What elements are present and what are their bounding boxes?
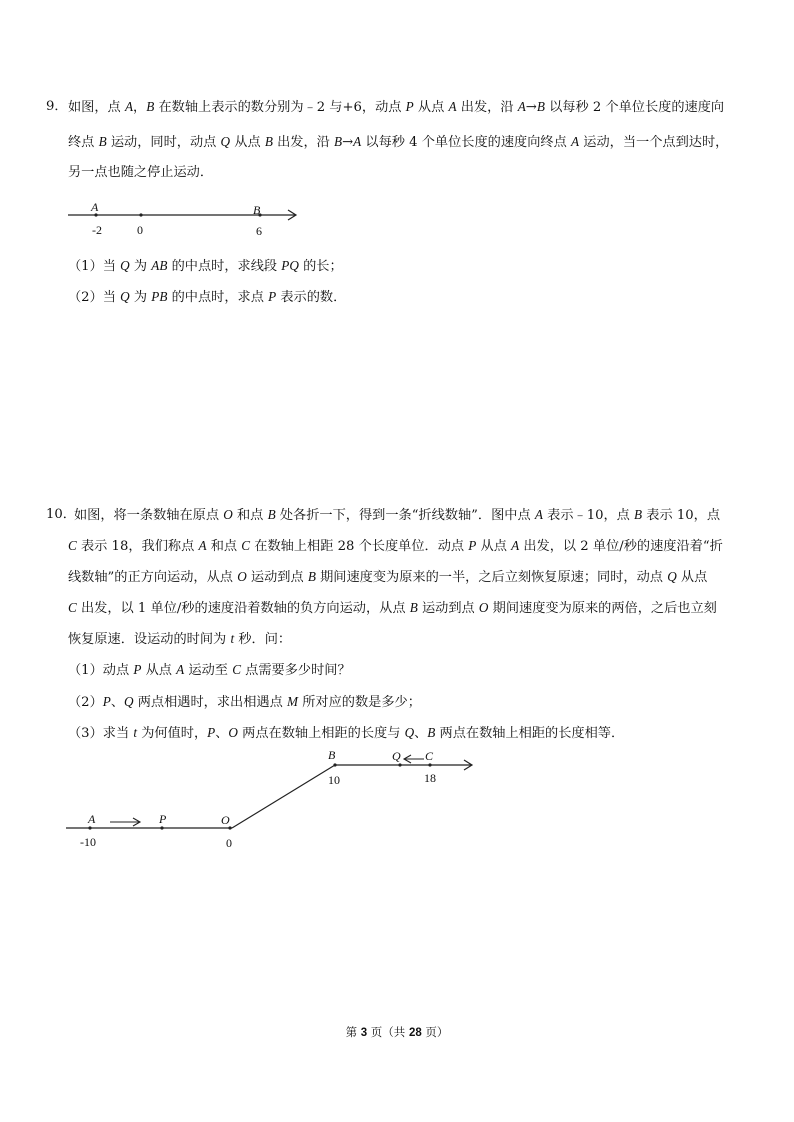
- math-variable: P: [468, 538, 477, 553]
- footer-mid: 页（共: [367, 1025, 409, 1039]
- q9-label-b: B: [253, 203, 261, 217]
- math-variable: A: [571, 134, 580, 149]
- text-run: （3）求当: [68, 726, 134, 741]
- math-variable: C: [232, 662, 241, 677]
- q10-line-3: [68, 562, 707, 593]
- text-run: 期间速度变为原来的一半，之后立刻恢复原速；同时，动点: [315, 570, 668, 585]
- q10-label-o: O: [221, 813, 230, 827]
- q10-point-a: [88, 826, 91, 829]
- q9-sub-2: [68, 282, 346, 313]
- text-run: 线数轴”的正方向运动，从点: [68, 570, 238, 585]
- text-run: 的长；: [298, 259, 343, 274]
- text-run: 另一点也随之停止运动．: [68, 165, 214, 180]
- text-run: 的中点时，求点: [167, 290, 269, 305]
- text-run: 运动，同时，动点: [106, 135, 221, 150]
- q9-number-line-figure: [60, 200, 320, 240]
- text-run: 表示 18，我们称点: [76, 539, 199, 554]
- math-variable: B: [427, 725, 436, 740]
- q10-folded-number-line-figure: [60, 746, 500, 856]
- math-variable: A: [124, 99, 134, 114]
- math-variable: PQ: [281, 258, 299, 273]
- math-variable: M: [287, 694, 298, 709]
- math-variable: B: [146, 99, 155, 114]
- text-run: 运动到点: [246, 570, 308, 585]
- math-variable: B: [307, 569, 316, 584]
- q10-tick-0: 0: [226, 836, 232, 850]
- math-variable: P: [405, 99, 414, 114]
- q10-point-q: [398, 763, 401, 766]
- math-variable: C: [68, 600, 77, 615]
- math-variable: t: [230, 631, 235, 646]
- text-run: 终点: [68, 135, 99, 150]
- text-run: 、: [414, 726, 428, 741]
- text-run: 期间速度变为原来的两倍，之后也立刻: [488, 601, 717, 616]
- text-run: 如图，将一条数轴在原点: [74, 508, 224, 523]
- text-run: 表示﹣10，点: [542, 508, 635, 523]
- q10-line-1: [74, 500, 720, 531]
- text-run: 两点相遇时，求出相遇点: [133, 695, 287, 710]
- math-variable: P: [207, 725, 216, 740]
- text-run: 点需要多少时间？: [240, 663, 351, 678]
- math-variable: Q: [667, 569, 677, 584]
- text-run: （2）当: [68, 290, 121, 305]
- q9-tick-neg2: -2: [92, 223, 102, 237]
- text-run: 、: [215, 726, 229, 741]
- text-run: 两点在数轴上相距的长度相等．: [435, 726, 625, 741]
- text-run: （1）当: [68, 259, 121, 274]
- text-run: 以每秒 2 个单位长度的速度向: [544, 100, 725, 115]
- text-run: 为: [129, 290, 152, 305]
- footer-prefix: 第: [345, 1025, 361, 1039]
- math-variable: Q: [120, 289, 130, 304]
- text-run: 运动到点: [417, 601, 479, 616]
- math-variable: P: [133, 662, 142, 677]
- q9-tick-6: 6: [256, 224, 262, 238]
- math-variable: B: [634, 507, 643, 522]
- math-variable: B: [334, 134, 343, 149]
- q10-number: 10．: [46, 507, 76, 522]
- text-run: （1）动点: [68, 663, 134, 678]
- math-variable: O: [237, 569, 247, 584]
- text-run: 为何值时，: [137, 726, 208, 741]
- text-run: 从点: [141, 663, 177, 678]
- math-variable: B: [264, 134, 273, 149]
- q10-label-p: P: [159, 812, 167, 826]
- text-run: 表示 10，点: [642, 508, 721, 523]
- footer-suffix: 页）: [421, 1025, 449, 1039]
- text-run: 从点: [476, 539, 512, 554]
- text-run: 秒．问：: [234, 632, 292, 647]
- page-footer: [0, 1024, 794, 1040]
- q9-label-a: A: [91, 200, 99, 214]
- math-variable: A: [534, 507, 543, 522]
- q10-point-c: [428, 763, 431, 766]
- q9-tick-0: 0: [137, 223, 143, 237]
- math-variable: Q: [220, 134, 231, 149]
- q10-sub-1: [68, 655, 351, 686]
- text-run: 出发，以 2 单位/秒的速度沿着“折: [519, 539, 723, 554]
- text-run: 两点在数轴上相距的长度与: [237, 726, 405, 741]
- text-run: 出发，沿: [272, 135, 335, 150]
- text-run: 如图，点: [68, 100, 125, 115]
- text-run: 出发，沿: [456, 100, 518, 115]
- q10-tick-18: 18: [424, 771, 436, 785]
- math-variable: A: [511, 538, 520, 553]
- text-run: 恢复原速．设运动的时间为: [68, 632, 231, 647]
- text-run: 从点: [230, 135, 265, 150]
- q9-point-origin: [139, 213, 142, 216]
- q10-point-b: [333, 763, 336, 766]
- text-run: →: [525, 100, 537, 115]
- math-variable: Q: [404, 725, 415, 740]
- text-run: 的中点时，求线段: [167, 259, 282, 274]
- q10-line-2: [68, 531, 723, 562]
- q10-axis-slanted-segment: [232, 765, 335, 828]
- math-variable: O: [478, 600, 489, 615]
- text-run: 表示的数．: [276, 290, 347, 305]
- math-variable: B: [267, 507, 276, 522]
- math-variable: P: [268, 289, 277, 304]
- math-variable: A: [517, 99, 526, 114]
- math-variable: A: [198, 538, 207, 553]
- q10-axis-arrow: [462, 760, 472, 770]
- text-run: →: [342, 135, 354, 150]
- text-run: 在数轴上相距 28 个长度单位．动点: [250, 539, 469, 554]
- math-variable: B: [409, 600, 418, 615]
- q10-label-a: A: [88, 812, 96, 826]
- q9-number: 9．: [46, 99, 68, 114]
- text-run: ，: [133, 100, 147, 115]
- math-variable: O: [228, 725, 238, 740]
- math-variable: P: [102, 694, 111, 709]
- math-variable: B: [98, 134, 107, 149]
- q9-line-1: [68, 92, 724, 123]
- q10-label-c: C: [425, 749, 434, 763]
- q10-p-direction-arrow: [110, 818, 140, 826]
- q10-point-p: [160, 826, 163, 829]
- q10-sub-2: [68, 687, 421, 718]
- text-run: （2）: [68, 695, 103, 710]
- math-variable: A: [176, 662, 185, 677]
- math-variable: C: [68, 538, 77, 553]
- footer-total-pages: 28: [408, 1027, 422, 1039]
- math-variable: O: [223, 507, 233, 522]
- text-run: 从点: [676, 570, 708, 585]
- q9-line-3: [68, 158, 213, 188]
- text-run: 运动至: [184, 663, 233, 678]
- q10-label-q: Q: [392, 749, 401, 763]
- math-variable: C: [241, 538, 251, 553]
- math-variable: t: [133, 725, 138, 740]
- q10-tick-neg10: -10: [80, 835, 96, 849]
- math-variable: A: [353, 134, 362, 149]
- q10-sub-3: [68, 718, 624, 749]
- text-run: 和点: [232, 508, 268, 523]
- q10-tick-10: 10: [328, 773, 340, 787]
- math-variable: Q: [124, 694, 134, 709]
- q10-line-5: [68, 624, 291, 655]
- q10-label-b: B: [328, 748, 336, 762]
- q9-axis-arrow: [286, 210, 296, 220]
- math-variable: PB: [151, 289, 168, 304]
- math-variable: Q: [120, 258, 130, 273]
- math-variable: B: [536, 99, 545, 114]
- text-run: 在数轴上表示的数分别为﹣2 与+6，动点: [154, 100, 406, 115]
- q10-line-4: [68, 593, 717, 624]
- text-run: 以每秒 4 个单位长度的速度向终点: [361, 135, 572, 150]
- text-run: 为: [129, 259, 152, 274]
- q9-line-2: [68, 127, 728, 158]
- text-run: 所对应的数是多少；: [298, 695, 421, 710]
- math-variable: AB: [151, 258, 168, 273]
- footer-page-number: 3: [360, 1027, 368, 1039]
- q10-q-direction-arrow: [404, 755, 424, 763]
- text-run: 运动，当一个点到达时，: [579, 135, 729, 150]
- text-run: 从点: [413, 100, 449, 115]
- math-variable: A: [448, 99, 457, 114]
- text-run: 和点: [206, 539, 242, 554]
- text-run: 处各折一下，得到一条“折线数轴”．图中点: [275, 508, 535, 523]
- text-run: 出发，以 1 单位/秒的速度沿着数轴的负方向运动，从点: [76, 601, 410, 616]
- q9-sub-1: [68, 251, 343, 282]
- text-run: 、: [110, 695, 125, 710]
